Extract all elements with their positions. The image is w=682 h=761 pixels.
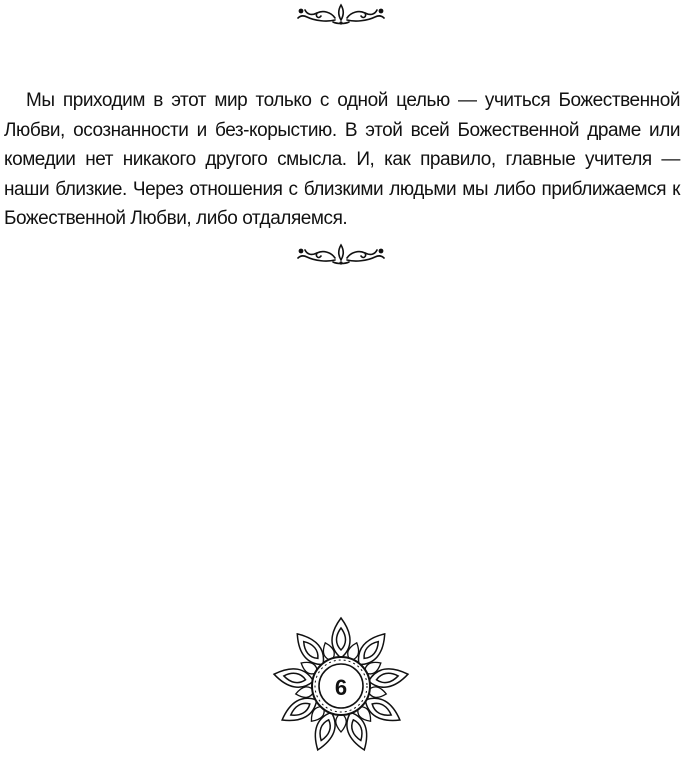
body-paragraph: Мы приходим в этот мир только с одной целью — учиться Божественной Любви, осознанности и без-корыстию. В этой всей Божественной драме или комедии нет никакого другого смысла. И, как правило, главные учителя — наши близкие. Через отношения с близкими людьми мы либо приближаемся к Божественной Любви, либо отдаляемся. [4,90,680,229]
top-flourish-icon [295,2,387,31]
page-number: 6 [334,675,348,700]
middle-flourish-icon [295,242,387,271]
page-number-badge [271,616,411,756]
